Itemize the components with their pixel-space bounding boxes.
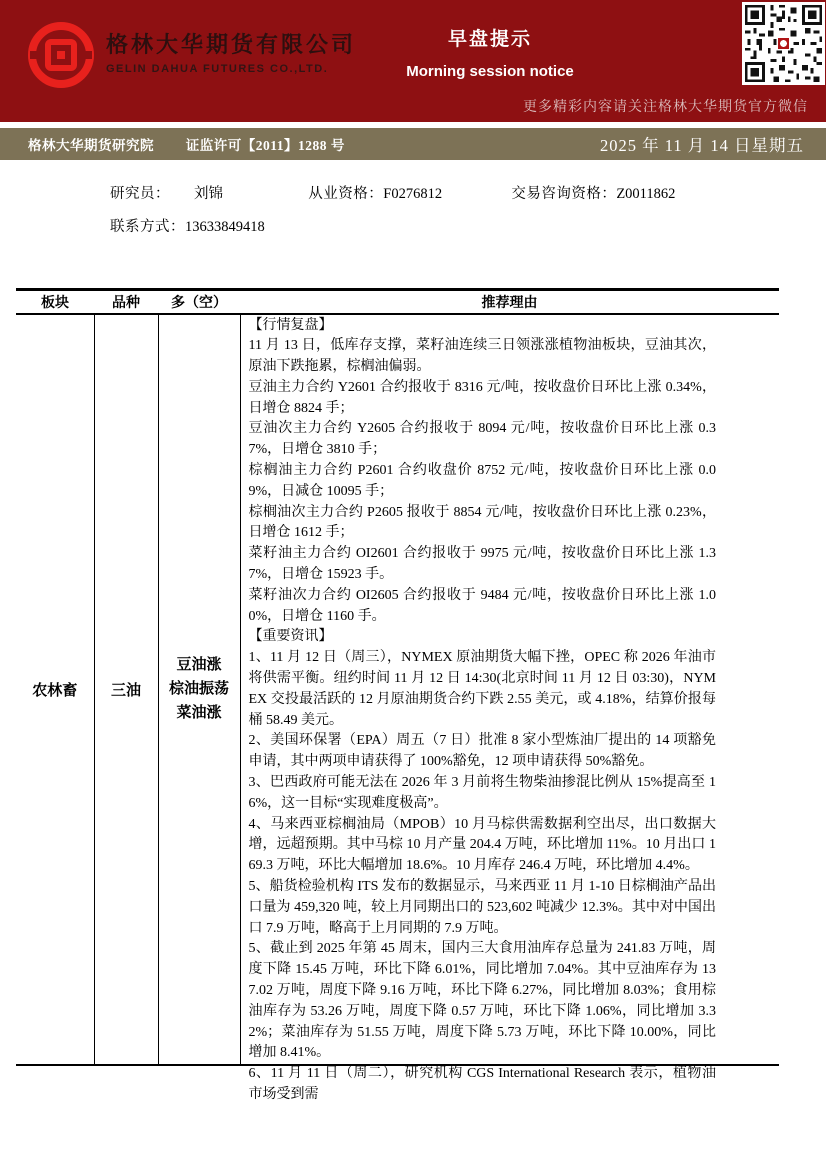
reason-paragraph: 4、马来西亚棕榈油局（MPOB）10 月马棕供需数据利空出尽，出口数据大增，远超预期。其中马棕 10 月产量 204.4 万吨，环比增加 11%。10 月出口 169.3 万吨，环比大幅增加 18.6%。10 月库存 246.4 万吨，环比增加 4.4%。 bbox=[248, 816, 716, 874]
reason-paragraph: 3、巴西政府可能无法在 2026 年 3 月前将生物柴油掺混比例从 15%提高至 16%，这一目标“实现难度极高”。 bbox=[248, 775, 716, 811]
reason-paragraph: 豆油次主力合约 Y2605 合约报收于 8094 元/吨，按收盘价日环比上涨 0.37%，日增仓 3810 手； bbox=[248, 421, 716, 458]
reason-paragraph: 菜籽油次力合约 OI2605 合约报收于 9484 元/吨，按收盘价日环比上涨 1.00%，日增仓 1160 手。 bbox=[248, 587, 716, 624]
reason-paragraph: 豆油主力合约 Y2601 合约报收于 8316 元/吨，按收盘价日环比上涨 0.34%，日增仓 8824 手； bbox=[248, 379, 716, 416]
reason-paragraph: 1、11 月 12 日（周三），NYMEX 原油期货大幅下挫，OPEC 称 2026 年油市将供需平衡。纽约时间 11 月 12 日 14:30(北京时间 11 月 12 日 03:30)，NYMEX 交投最活跃的 12 月原油期货合约下跌 2.55 美元，或 4.18%，结算价报每桶 58.49 美元。 bbox=[248, 650, 716, 728]
recommendation-table bbox=[16, 288, 779, 1102]
reason-paragraph: 5、截止到 2025 年第 45 周末，国内三大食用油库存总量为 241.83 万吨，周度下降 15.45 万吨，环比下降 6.01%，同比增加 7.04%。其中豆油库存为 137.02 万吨，周度下降 9.16 万吨，环比下降 6.27%，同比增加 8.03%；食用棕油库存为 53.26 万吨，周度下降 0.57 万吨，环比下降 1.06%，同比增加 3.32%；菜油库存为 51.55 万吨，周度下降 5.73 万吨，环比下降 10.00%，同比增加 8.41%。 bbox=[248, 941, 716, 1061]
contact-number: 13633849418 bbox=[185, 219, 265, 235]
header-variety: 品种 bbox=[94, 290, 158, 314]
notice-title-cn: 早盘提示 bbox=[447, 29, 532, 50]
researcher-info bbox=[110, 182, 675, 248]
qualification-number: F0276812 bbox=[383, 186, 443, 202]
position-line: 菜油涨 bbox=[176, 705, 222, 721]
reason-cell bbox=[240, 314, 779, 1102]
reason-paragraph: 6、11 月 11 日（周二），研究机构 CGS International Research 表示，植物油市场受到需 bbox=[248, 1066, 716, 1102]
reason-paragraph: 菜籽油主力合约 OI2601 合约报收于 9975 元/吨，按收盘价日环比上涨 1.37%，日增仓 15923 手。 bbox=[248, 546, 716, 583]
institute-name: 格林大华期货研究院 bbox=[28, 138, 154, 153]
advisory-number: Z0011862 bbox=[616, 186, 676, 202]
contact-label: 联系方式： bbox=[110, 219, 185, 235]
company-name-en: GELIN DAHUA FUTURES CO.,LTD. bbox=[106, 63, 329, 75]
table-header-row bbox=[16, 290, 779, 314]
reason-text bbox=[241, 315, 780, 1102]
reason-paragraph: 【行情复盘】 bbox=[248, 317, 333, 333]
researcher-name: 刘锦 bbox=[194, 186, 223, 202]
researcher-row-2 bbox=[110, 215, 675, 248]
qr-code-image bbox=[742, 2, 825, 85]
top-banner bbox=[0, 0, 826, 122]
wechat-follow-note: 更多精彩内容请关注格林大华期货官方微信 bbox=[523, 100, 808, 115]
notice-title-en: Morning session notice bbox=[406, 63, 574, 80]
reason-paragraph: 2、美国环保署（EPA）周五（7 日）批准 8 家小型炼油厂提出的 14 项豁免申请，其中两项申请获得了 100%豁免，12 项申请获得 50%豁免。 bbox=[248, 733, 716, 770]
reason-paragraph: 棕榈油次主力合约 P2605 报收于 8854 元/吨，按收盘价日环比上涨 0.23%，日增仓 1612 手； bbox=[248, 504, 716, 541]
header-position: 多（空） bbox=[158, 290, 240, 314]
table-row bbox=[16, 314, 779, 1065]
header-sector: 板块 bbox=[16, 290, 94, 314]
company-logo-icon bbox=[28, 22, 94, 88]
company-name-cn: 格林大华期货有限公司 bbox=[106, 32, 357, 57]
header-reason: 推荐理由 bbox=[240, 290, 779, 314]
position-line: 棕油振荡 bbox=[168, 681, 229, 697]
researcher-label: 研究员： bbox=[110, 186, 170, 202]
advisory-label: 交易咨询资格： bbox=[511, 186, 617, 202]
qualification-label: 从业资格： bbox=[308, 186, 384, 202]
reason-paragraph: 5、船货检验机构 ITS 发布的数据显示，马来西亚 11 月 1-10 日棕榈油产品出口量为 459,320 吨，较上月同期出口的 523,602 吨减少 12.3%。其中对中国出口 7.9 万吨，略高于上月同期的 7.9 万吨。 bbox=[248, 879, 716, 936]
institute-and-license bbox=[28, 134, 345, 154]
company-name-block bbox=[106, 28, 356, 75]
sector-cell: 农林畜 bbox=[32, 682, 78, 699]
notice-title-block bbox=[340, 24, 640, 80]
reason-paragraph: 棕榈油主力合约 P2601 合约收盘价 8752 元/吨，按收盘价日环比上涨 0.09%，日减仓 10095 手； bbox=[248, 463, 716, 499]
position-cell bbox=[158, 314, 240, 1065]
license-number: 证监许可【2011】1288 号 bbox=[185, 138, 345, 153]
researcher-row-1 bbox=[110, 182, 675, 215]
reason-paragraph: 11 月 13 日，低库存支撑，菜籽油连续三日领涨涨植物油板块，豆油其次，原油下跌拖累，棕榈油偏弱。 bbox=[248, 338, 716, 375]
report-date: 2025 年 11 月 14 日星期五 bbox=[599, 136, 804, 155]
position-line: 豆油涨 bbox=[176, 657, 222, 673]
variety-cell: 三油 bbox=[94, 314, 158, 1065]
license-band bbox=[0, 128, 826, 160]
reason-paragraph: 【重要资讯】 bbox=[248, 629, 333, 645]
